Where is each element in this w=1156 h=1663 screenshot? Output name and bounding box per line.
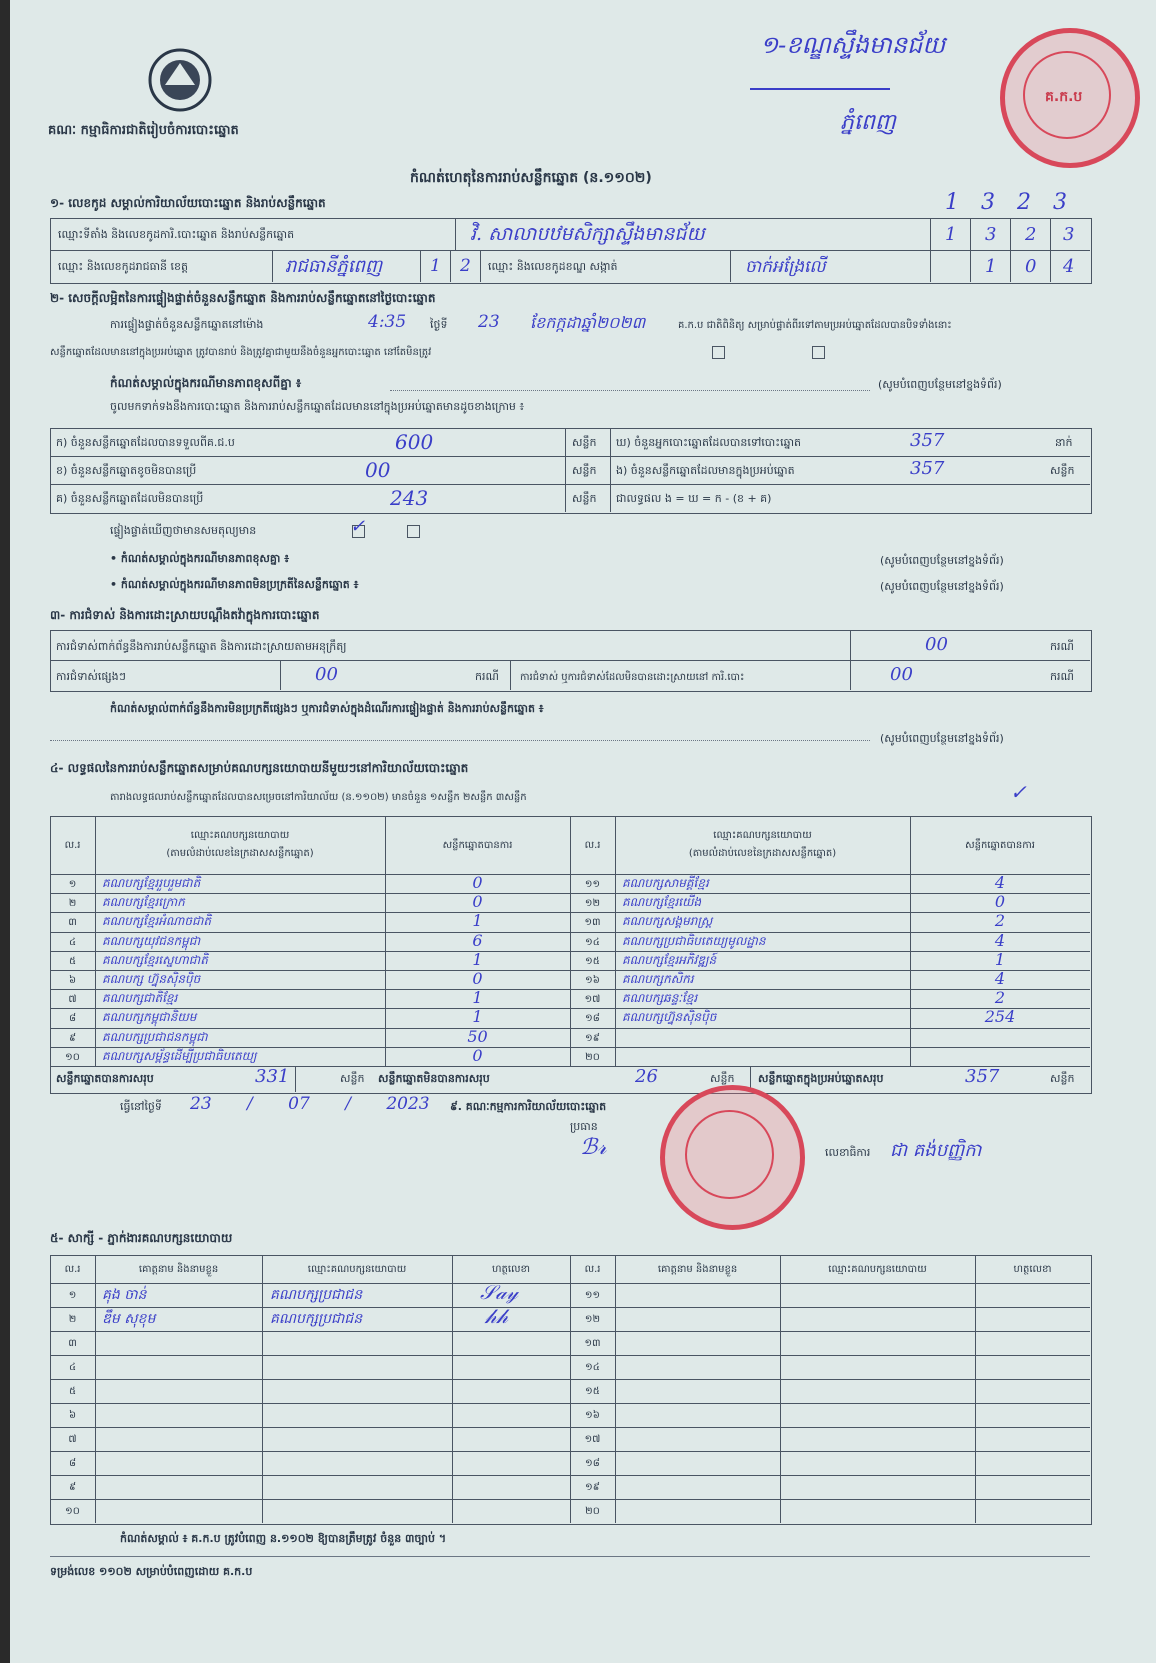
party-name: គណបក្សខ្មែរក្រោក xyxy=(102,895,185,910)
row-no: ១៨ xyxy=(585,1013,600,1025)
witness-row-no: ១៣ xyxy=(584,1338,601,1349)
party-votes: 2 xyxy=(994,988,1006,1008)
row-no: ១៩ xyxy=(585,1032,600,1044)
ballots-in-box: 357 xyxy=(910,458,945,479)
party-name: គណបក្សសាមគ្គីខ្មែរ xyxy=(622,876,709,890)
ballots-spoiled: 00 xyxy=(365,458,391,482)
witness-row-no: ១៧ xyxy=(584,1434,601,1445)
party-name: គណបក្សខ្មែរអភិវឌ្ឍន៍ xyxy=(622,952,717,967)
witness-party: គណបក្សប្រជាជន xyxy=(270,1287,363,1303)
count-time: 4:35 xyxy=(368,312,407,332)
party-name: គណបក្សហ្វ៊ុនស៊ិនប៉ិច xyxy=(622,1010,717,1025)
form-sheet: គណៈ កម្មាធិការជាតិរៀបចំការបោះឆ្នោត ១-ខណ្ឌស្ទឹងមានជ័យ ភ្នំពេញ គ.ក.ប កំណត់ហេតុនៃការរាប់សន្លឹកឆ្នោត (ន.១១០២) ១- លេខកូដ សម្គាល់ការិយាល័យបោះឆ្នោត និងរាប់សន្លឹកឆ្នោត 1323 ឈ្មោះទីតាំង និងលេខកូដការិ.បោះឆ្នោត និងរាប់សន្លឹកឆ្នោត វិ. សាលាបឋមសិក្សាស្ទឹងមានជ័យ 1 3 2 3 ឈ្មោះ និងលេខកូដរាជធានី ខេត្ត រាជធានីភ្នំពេញ 1 2 ឈ្មោះ និងលេខកូដខណ្ឌ សង្កាត់ ចាក់អង្រែលើ 1 0 4 ២- សេចក្តីលម្អិតនៃការផ្ទៀងផ្ទាត់ចំនួនសន្លឹកឆ្នោត និងការរាប់សន្លឹកឆ្នោតនៅថ្ងៃបោះឆ្នោត ការផ្ទៀងផ្ទាត់ចំនួនសន្លឹកឆ្នោតនៅម៉ោង 4:35 ថ្ងៃទី 23 ខែកក្កដាឆ្នាំ២០២៣ គ.ក.ប ជាតិពិនិត្យ សម្រាប់ផ្ទាត់ពីរទៅតាមប្រអប់ឆ្នោតដែលបានបិទទាំងនោះ សន្លឹកឆ្នោតដែលមាននៅក្នុងប្រអប់ឆ្នោត ត្រូវបានរាប់ និងត្រូវគ្នាជាមួយនឹងចំនួនអ្នកបោះឆ្នោត នៅតែមិនត្រូវ កំណត់សម្គាល់ក្នុងករណីមានភាពខុសពីគ្នា ៖ (សូមបំពេញបន្ថែមនៅខ្នងទំព័រ) ចូលមកទាក់ទងនឹងការបោះឆ្នោត និងការរាប់សន្លឹកឆ្នោតដែលមាននៅក្នុងប្រអប់ឆ្នោតមានដូចខាងក្រោម ៖ ក) ចំនួនសន្លឹកឆ្នោតដែលបានទទួលពីគ.ជ.ប 600 សន្លឹក ខ) ចំនួនសន្លឹកឆ្នោតខូចមិនបានប្រើ 00 សន្លឹក គ) ចំនួនសន្លឹកឆ្នោតដែលមិនបានប្រើ 243 សន្លឹក ឃ) ចំនួនអ្នកបោះឆ្នោតដែលបានទៅបោះឆ្នោត 357 នាក់ ង) ចំនួនសន្លឹកឆ្នោតដែលមានក្នុងប្រអប់ឆ្នោត 357 សន្លឹក ជាលទ្ធផល ង = ឃ = ក - (ខ + គ) ផ្ទៀងផ្ទាត់ឃើញថាមានសមតុល្យមាន ✓ • កំណត់សម្គាល់ក្នុងករណីមានភាពខុសគ្នា ៖ (សូមបំពេញបន្ថែមនៅខ្នងទំព័រ) • កំណត់សម្គាល់ក្នុងករណីមានភាពមិនប្រក្រតីនៃសន្លឹកឆ្នោត ៖ (សូមបំពេញបន្ថែមនៅខ្នងទំព័រ) ៣- ការជំទាស់ និងការដោះស្រាយបណ្តឹងតវ៉ាក្នុងការបោះឆ្នោត ការជំទាស់ពាក់ព័ន្ធនឹងការរាប់សន្លឹកឆ្នោត និងការដោះស្រាយតាមអនុក្រឹត្យ 00 ករណី ការជំទាស់ផ្សេងៗ 00 ករណី ការជំទាស់ ឬការជំទាស់ដែលមិនបានដោះស្រាយនៅ ការិ.បោះ 00 ករណី កំណត់សម្គាល់ពាក់ព័ន្ធនឹងការមិនប្រក្រតីផ្សេងៗ ឬការជំទាស់ក្នុងដំណើរការផ្ទៀងផ្ទាត់ និងការរាប់សន្លឹកឆ្នោត ៖ (សូមបំពេញបន្ថែមនៅខ្នងទំព័រ) ៤- លទ្ធផលនៃការរាប់សន្លឹកឆ្នោតសម្រាប់គណបក្សនយោបាយនីមួយៗនៅការិយាល័យបោះឆ្នោត តារាងលទ្ធផលរាប់សន្លឹកឆ្នោតដែលបានសម្រេចនៅការិយាល័យ (ន.១១០២) មានចំនួន ១សន្លឹក ២សន្លឹក ៣សន្លឹក ✓ ល.រ ឈ្មោះគណបក្សនយោបាយ (តាមលំដាប់លេខនៃក្រដាសសន្លឹកឆ្នោត) សន្លឹកឆ្នោតបានការ ល.រ ឈ្មោះគណបក្សនយោបាយ (តាមលំដាប់លេខនៃក្រដាសសន្លឹកឆ្នោត) សន្លឹកឆ្នោតបានការ ១ គណបក្សខ្មែររួបរួមជាតិ 0 ១១ គណបក្សសាមគ្គីខ្មែរ 4 ២ គណបក្សខ្មែរក្រោក 0 ១២ គណបក្សខ្មែរយើង 0 ៣ គណបក្សខ្មែរអំណាចជាតិ 1 ១៣ គណបក្សសង្គមរាស្ត្រ 2 ៤ គណបក្សយុវជនកម្ពុជា 6 ១៤ គណបក្សប្រជាធិបតេយ្យមូលដ្ឋាន 4 ៥ គណបក្សខ្មែរស្នេហាជាតិ 1 ១៥ គណបក្សខ្មែរអភិវឌ្ឍន៍ 1 ៦ គណបក្ស ហ្វ៊ុនស៊ិនប៉ិច 0 ១៦ គណបក្សកសិករ 4 ៧ គណបក្សជាតិខ្មែរ 1 ១៧ គណបក្សឆន្ទៈខ្មែរ 2 ៨ គណបក្សកម្ពុជានិយម 1 ១៨ គណបក្សហ្វ៊ុនស៊ិនប៉ិច 254 ៩ គណបក្សប្រជាជនកម្ពុជា 50 ១៩ ១០ គណបក្សសម្ព័ន្ធដើម្បីប្រជាធិបតេយ្យ 0 ២០ សន្លឹកឆ្នោតបានការសរុប 331 សន្លឹក សន្លឹកឆ្នោតមិនបានការសរុប 26 សន្លឹក សន្លឹកឆ្នោតក្នុងប្រអប់ឆ្នោតសរុប 357 សន្លឹក ធ្វើនៅថ្ងៃទី 23 / 07 / 2023 ៩. គណៈកម្មការការិយាល័យបោះឆ្នោត ប្រធាន ℬ𝓇 លេខាធិការ ជា គង់បញ្ញិកា ៥- សាក្សី - ភ្នាក់ងារគណបក្សនយោបាយ ល.រ គោត្តនាម និងនាមខ្លួន ឈ្មោះគណបក្សនយោបាយ ហត្ថលេខា ល.រ គោត្តនាម និងនាមខ្លួន ឈ្មោះគណបក្សនយោបាយ ហត្ថលេខា ១ គុង ចាន់ គណបក្សប្រជាជន ១១ ២ ឌឹម សុខុម គណបក្សប្រជាជន ១២ ៣ ១៣ ៤ ១៤ ៥ ១៥ ៦ ១៦ ៧ ១៧ ៨ ១៨ ៩ ១៩ ១០ ២០ 𝒮𝒶𝓎 𝒽𝒽 កំណត់សម្គាល់ ៖ គ.ក.ប ត្រូវបំពេញ ន.១១០២ ឱ្យបានត្រឹមត្រូវ ចំនួន ៣ច្បាប់ ។ ទម្រង់លេខ ១១០២ សម្រាប់បំពេញដោយ គ.ក.ប xyxy=(10,0,1156,1663)
witness-row-no: ៧ xyxy=(68,1434,77,1445)
province-value: រាជធានីភ្នំពេញ xyxy=(285,256,383,277)
party-name: គណបក្សខ្មែររួបរួមជាតិ xyxy=(102,876,201,890)
ballots-received: 600 xyxy=(395,430,434,454)
checkbox-match[interactable] xyxy=(712,346,725,359)
party-votes: 50 xyxy=(467,1026,488,1046)
witness-row-no: ១៨ xyxy=(585,1458,600,1469)
checkbox-unbalanced[interactable] xyxy=(407,525,420,538)
committee-stamp xyxy=(660,1085,805,1230)
party-name: គណបក្សកម្ពុជានិយម xyxy=(102,1010,197,1025)
party-name: គណបក្សប្រជាជនកម្ពុជា xyxy=(102,1029,208,1044)
org-name: គណៈ កម្មាធិការជាតិរៀបចំការបោះឆ្នោត xyxy=(48,123,239,138)
party-name: គណបក្សសង្គមរាស្ត្រ xyxy=(622,914,713,929)
party-name: គណបក្សសម្ព័ន្ធដើម្បីប្រជាធិបតេយ្យ xyxy=(102,1048,257,1063)
location-label: ឈ្មោះទីតាំង និងលេខកូដការិ.បោះឆ្នោត និងរាប់សន្លឹកឆ្នោត xyxy=(58,228,295,241)
party-votes: 0 xyxy=(472,873,483,892)
party-votes: 0 xyxy=(472,1045,483,1065)
unresolved-count: 00 xyxy=(890,664,913,685)
witness-row-no: ១៥ xyxy=(585,1386,600,1397)
ballots-unused: 243 xyxy=(390,486,429,510)
checkbox-mismatch[interactable] xyxy=(812,346,825,359)
party-votes: 2 xyxy=(994,911,1006,931)
row-no: ១៦ xyxy=(585,975,600,986)
official-stamp: គ.ក.ប xyxy=(1000,28,1140,168)
row-no: ១៤ xyxy=(585,936,600,948)
top-handwritten-2: ភ្នំពេញ xyxy=(840,110,896,135)
party-name: គណបក្សជាតិខ្មែរ xyxy=(102,991,178,1006)
party-name: គណបក្សខ្មែរអំណាចជាតិ xyxy=(102,914,212,929)
complaints-count: 00 xyxy=(925,634,948,655)
witness-row-no: ៩ xyxy=(68,1482,77,1493)
row-no: ១៣ xyxy=(584,917,601,929)
witness-row-no: ១១ xyxy=(584,1290,601,1301)
row-no: ៦ xyxy=(68,975,77,986)
row-no: ៨ xyxy=(68,1013,77,1025)
witness-row-no: ៤ xyxy=(68,1362,77,1373)
party-votes: 6 xyxy=(472,930,483,950)
party-name: គណបក្សខ្មែរស្នេហាជាតិ xyxy=(102,952,208,967)
witness-signature-2: 𝒽𝒽 xyxy=(485,1304,508,1328)
party-votes: 254 xyxy=(984,1007,1016,1027)
witness-row-no: ៣ xyxy=(68,1338,77,1349)
witness-row-no: ២ xyxy=(68,1314,77,1325)
party-votes: 1 xyxy=(472,1007,483,1027)
section2-title: ២- សេចក្តីលម្អិតនៃការផ្ទៀងផ្ទាត់ចំនួនសន្លឹកឆ្នោត និងការរាប់សន្លឹកឆ្នោតនៅថ្ងៃបោះឆ្នោត xyxy=(50,291,436,305)
witness-row-no: ១០ xyxy=(65,1506,80,1517)
party-votes: 1 xyxy=(994,949,1006,969)
row-no: ១៧ xyxy=(584,994,601,1006)
row-no: ៤ xyxy=(68,936,77,948)
party-votes: 1 xyxy=(472,949,483,969)
row-no: ១១ xyxy=(584,879,601,890)
witness-party: គណបក្សប្រជាជន xyxy=(270,1311,363,1327)
witness-row-no: ៦ xyxy=(68,1410,77,1421)
count-day: 23 xyxy=(478,312,500,332)
party-name: គណបក្សខ្មែរយើង xyxy=(622,895,702,910)
voters-count: 357 xyxy=(910,430,945,451)
witness-row-no: ១៩ xyxy=(585,1482,600,1493)
party-votes: 0 xyxy=(472,892,483,912)
party-name: គណបក្សប្រជាធិបតេយ្យមូលដ្ឋាន xyxy=(622,933,766,948)
count-month-year: ខែកក្កដាឆ្នាំ២០២៣ xyxy=(530,313,646,332)
row-no: ៣ xyxy=(68,917,77,929)
row-no: ៧ xyxy=(68,994,77,1006)
witness-row-no: ១ xyxy=(68,1290,77,1301)
section3-title: ៣- ការជំទាស់ និងការដោះស្រាយបណ្តឹងតវ៉ាក្នុងការបោះឆ្នោត xyxy=(50,608,320,622)
witness-name: ឌឹម សុខុម xyxy=(102,1311,156,1327)
province-label: ឈ្មោះ និងលេខកូដរាជធានី ខេត្ត xyxy=(58,260,188,273)
party-votes: 0 xyxy=(472,969,483,988)
row-no: ៥ xyxy=(68,955,77,967)
section4-title: ៤- លទ្ធផលនៃការរាប់សន្លឹកឆ្នោតសម្រាប់គណបក្សនយោបាយនីមួយៗនៅការិយាល័យបោះឆ្នោត xyxy=(50,761,469,775)
row-no: ៩ xyxy=(68,1032,77,1044)
witness-signature-1: 𝒮𝒶𝓎 xyxy=(480,1280,519,1304)
form-footer: ទម្រង់លេខ ១១០២ សម្រាប់បំពេញដោយ គ.ក.ប xyxy=(50,1565,253,1578)
secretary-name: ជា គង់បញ្ញិកា xyxy=(890,1140,982,1161)
row-no: ១០ xyxy=(65,1051,80,1063)
president-signature: ℬ𝓇 xyxy=(580,1135,607,1160)
code-digits-top: 1323 xyxy=(945,190,1089,215)
section5-title: ៥- សាក្សី - ភ្នាក់ងារគណបក្សនយោបាយ xyxy=(50,1231,233,1245)
witness-row-no: ១៤ xyxy=(585,1362,600,1373)
form-title: កំណត់ហេតុនៃការរាប់សន្លឹកឆ្នោត (ន.១១០២) xyxy=(410,170,652,186)
commune-value: ចាក់អង្រែលើ xyxy=(745,257,826,277)
party-name: គណបក្ស ហ្វ៊ុនស៊ិនប៉ិច xyxy=(102,972,201,986)
row-no: ២ xyxy=(68,898,77,910)
party-votes: 4 xyxy=(994,969,1006,988)
emblem-icon xyxy=(145,45,215,115)
total-valid: 331 xyxy=(255,1066,290,1087)
total-in-box: 357 xyxy=(965,1066,1000,1087)
witness-row-no: ២០ xyxy=(585,1506,600,1517)
row-no: ១២ xyxy=(584,898,601,910)
party-votes: 0 xyxy=(994,892,1006,912)
witness-row-no: ១៦ xyxy=(585,1410,600,1421)
witness-name: គុង ចាន់ xyxy=(102,1287,147,1303)
row-no: ១ xyxy=(68,879,77,890)
witness-row-no: ៥ xyxy=(68,1386,77,1397)
party-name: គណបក្សឆន្ទៈខ្មែរ xyxy=(622,991,698,1006)
row-no: ១៥ xyxy=(585,955,600,967)
total-invalid: 26 xyxy=(635,1066,658,1087)
footer-note: កំណត់សម្គាល់ ៖ គ.ក.ប ត្រូវបំពេញ ន.១១០២ ឱ្យបានត្រឹមត្រូវ ចំនួន ៣ច្បាប់ ។ xyxy=(120,1532,447,1545)
party-votes: 4 xyxy=(994,873,1006,892)
party-name: គណបក្សយុវជនកម្ពុជា xyxy=(102,933,201,948)
section1-title: ១- លេខកូដ សម្គាល់ការិយាល័យបោះឆ្នោត និងរាប់សន្លឹកឆ្នោត xyxy=(50,196,326,210)
location-value: វិ. សាលាបឋមសិក្សាស្ទឹងមានជ័យ xyxy=(470,223,705,245)
party-votes: 1 xyxy=(472,988,483,1008)
party-votes: 1 xyxy=(472,911,483,931)
commune-label: ឈ្មោះ និងលេខកូដខណ្ឌ សង្កាត់ xyxy=(488,260,618,273)
row-no: ២០ xyxy=(585,1051,600,1063)
party-name: គណបក្សកសិករ xyxy=(622,972,694,986)
other-complaints-count: 00 xyxy=(315,664,338,685)
top-handwritten-1: ១-ខណ្ឌស្ទឹងមានជ័យ xyxy=(760,31,946,59)
party-votes: 4 xyxy=(994,930,1006,950)
witness-row-no: ១២ xyxy=(584,1314,601,1325)
witness-row-no: ៨ xyxy=(68,1458,77,1469)
sign-date: 23 / 07 / 2023 xyxy=(190,1094,430,1114)
